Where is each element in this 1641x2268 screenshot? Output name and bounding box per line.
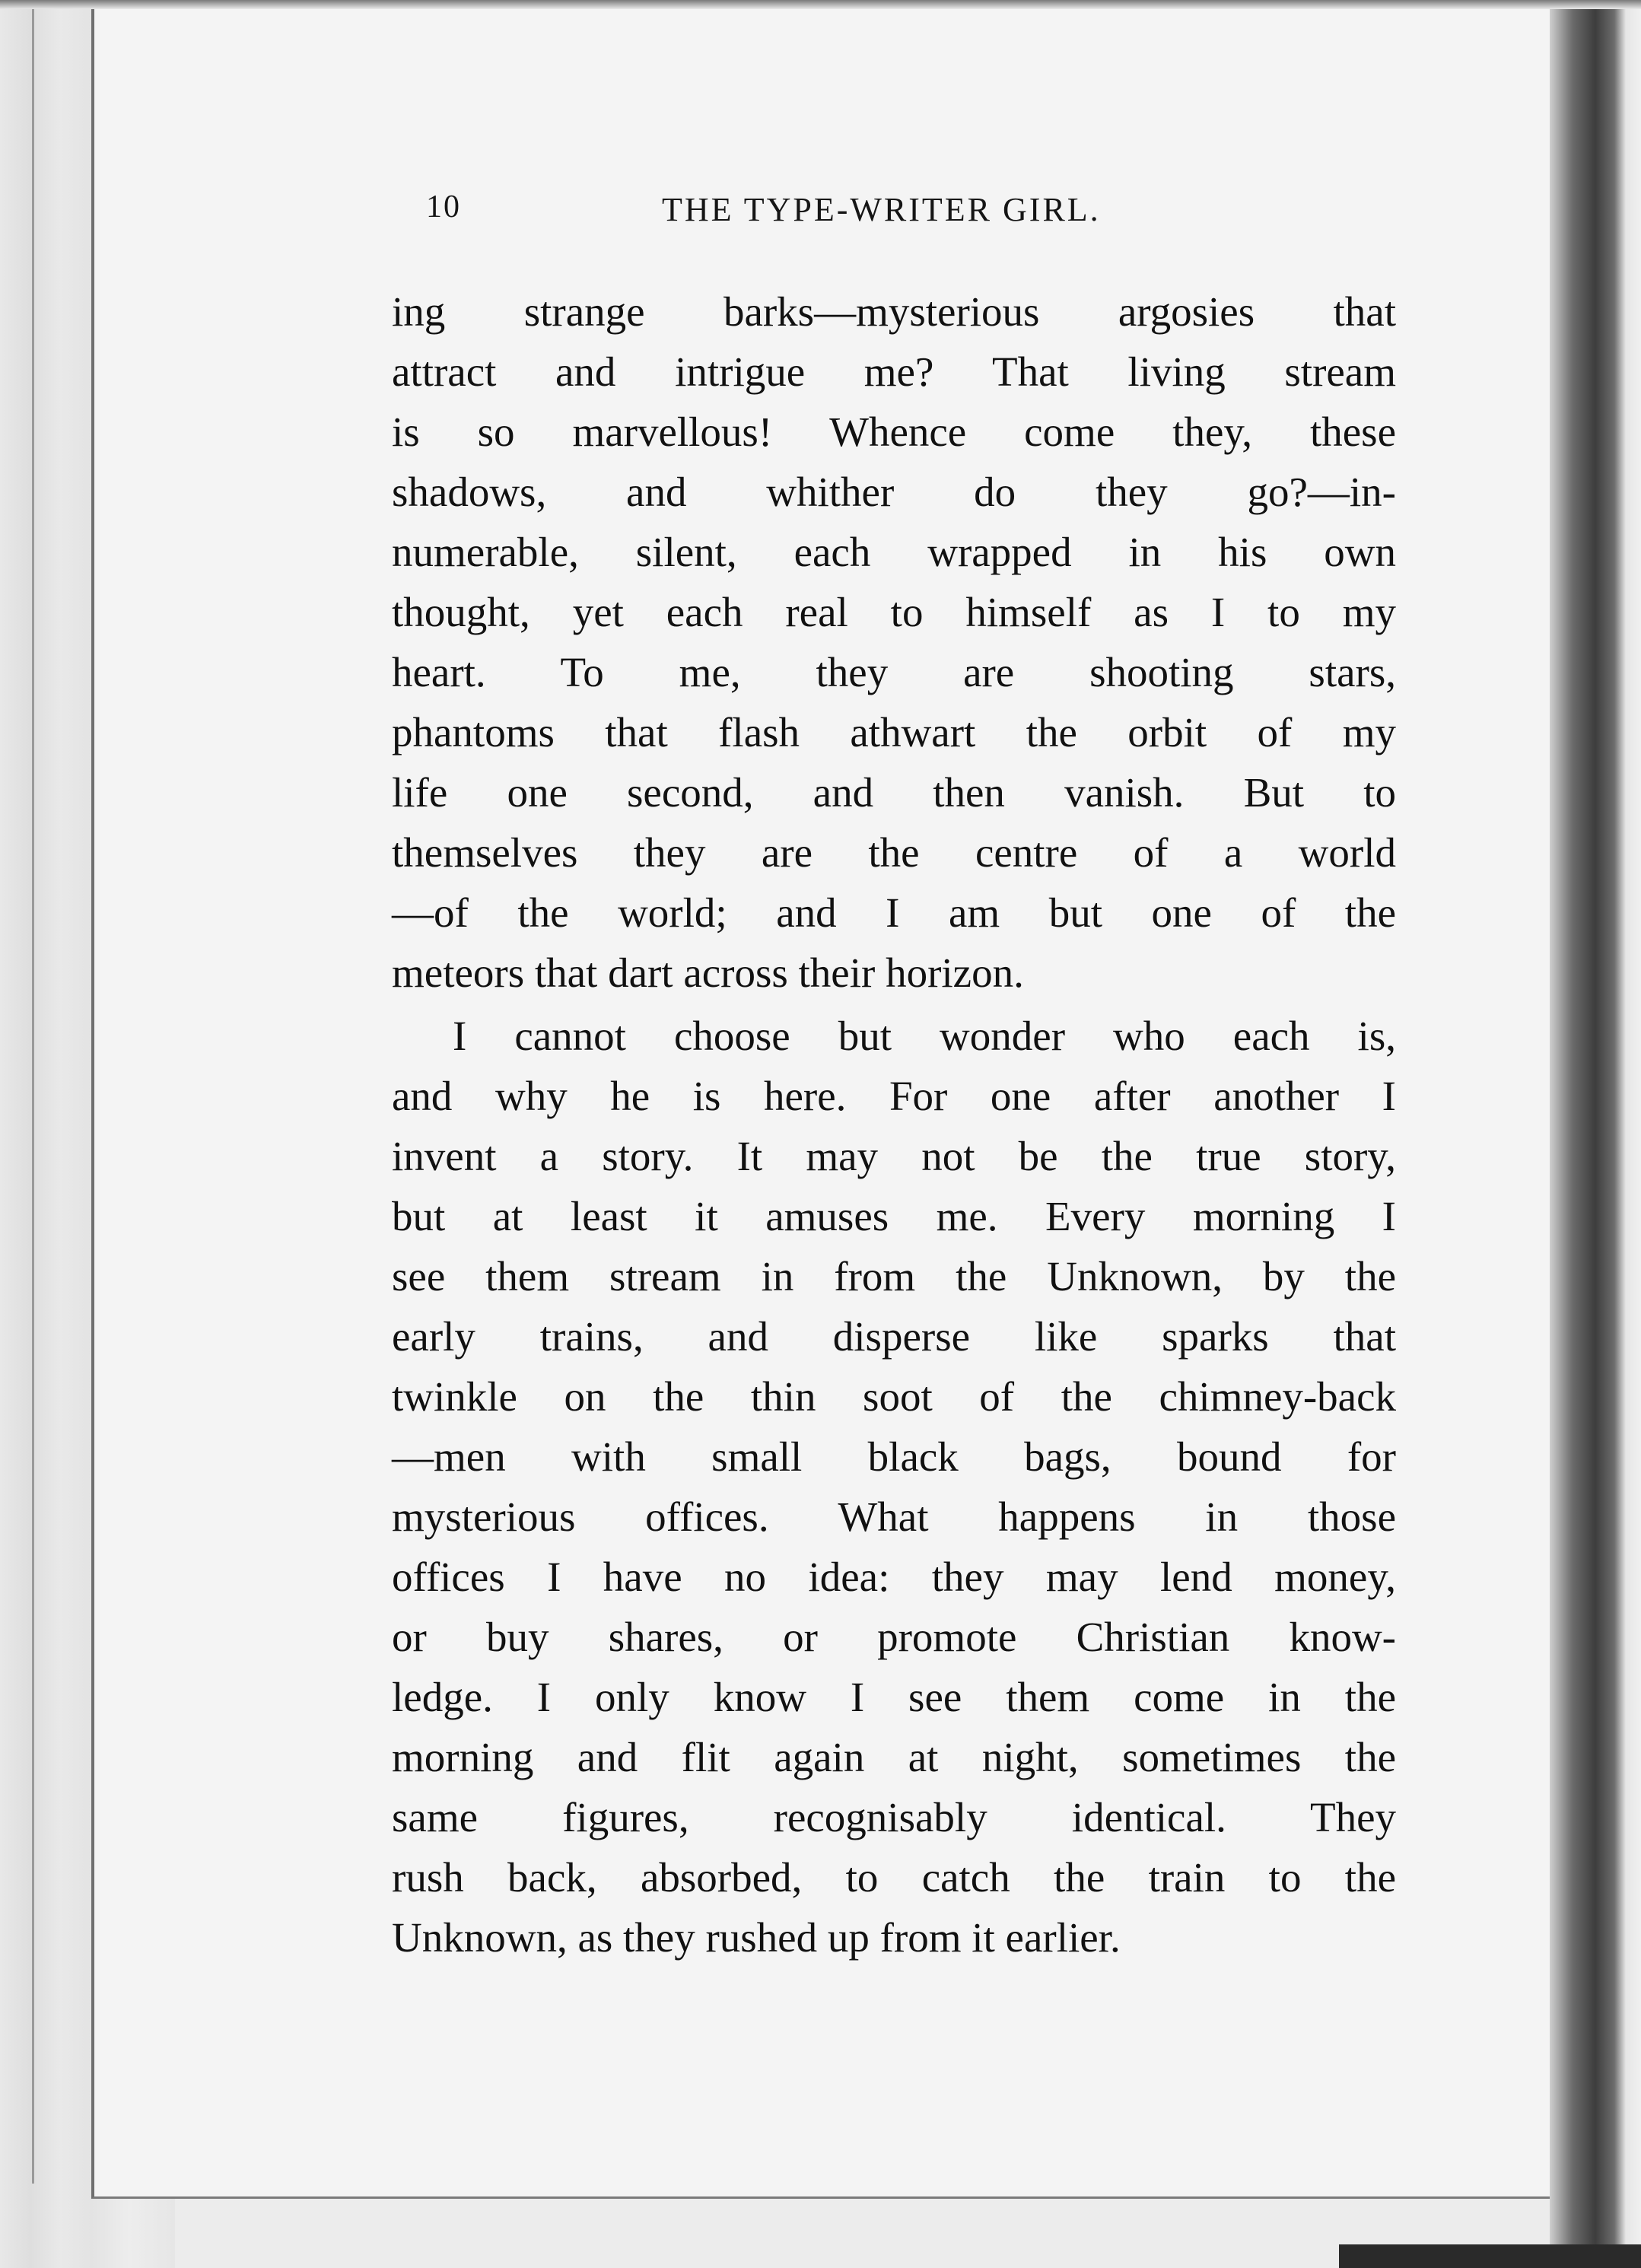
text-line: is so marvellous! Whence come they, these [392, 409, 1396, 455]
text-line: early trains, and disperse like sparks that [392, 1313, 1396, 1360]
spine-shadow [1550, 0, 1641, 2268]
text-line: but at least it amuses me. Every morning I [392, 1193, 1396, 1239]
text-line: —of the world; and I am but one of the [392, 889, 1396, 936]
text-line: heart. To me, they are shooting stars, [392, 649, 1396, 695]
text-line: morning and flit again at night, sometimes the [392, 1734, 1396, 1780]
text-line: thought, yet each real to himself as I to my [392, 589, 1396, 635]
text-line: life one second, and then vanish. But to [392, 769, 1396, 816]
text-line: phantoms that flash athwart the orbit of my [392, 709, 1396, 755]
text-line: meteors that dart across their horizon. [392, 950, 1024, 996]
text-line: mysterious offices. What happens in those [392, 1493, 1396, 1540]
text-line: or buy shares, or promote Christian know- [392, 1614, 1396, 1660]
page-edge-line [32, 0, 34, 2184]
text-line: see them stream in from the Unknown, by the [392, 1253, 1396, 1299]
text-line: same figures, recognisably identical. They [392, 1794, 1396, 1840]
text-line: I cannot choose but wonder who each is, [453, 1013, 1396, 1059]
paragraph [392, 1006, 1396, 1967]
text-line: numerable, silent, each wrapped in his own [392, 529, 1396, 575]
text-line: and why he is here. For one after another I [392, 1073, 1396, 1119]
text-line: shadows, and whither do they go?—in- [392, 469, 1396, 515]
text-line: invent a story. It may not be the true story, [392, 1133, 1396, 1179]
text-line: ing strange barks—mysterious argosies that [392, 288, 1396, 335]
bottom-edge [1339, 2244, 1641, 2268]
text-line: offices I have no idea: they may lend money, [392, 1554, 1396, 1600]
paragraph [392, 282, 1396, 1003]
top-shadow [0, 0, 1641, 9]
text-line: attract and intrigue me? That living stream [392, 348, 1396, 395]
page-number: 10 [426, 189, 461, 224]
text-line: —men with small black bags, bound for [392, 1433, 1396, 1480]
page-header [426, 189, 1225, 242]
text-line: rush back, absorbed, to catch the train to the [392, 1854, 1396, 1901]
text-line: themselves they are the centre of a world [392, 829, 1396, 876]
text-line: ledge. I only know I see them come in the [392, 1674, 1396, 1720]
text-line: Unknown, as they rushed up from it earlier. [392, 1914, 1121, 1961]
body-text [392, 282, 1396, 1967]
text-line: twinkle on the thin soot of the chimney-back [392, 1373, 1396, 1420]
running-title: THE TYPE-WRITER GIRL. [662, 191, 1101, 228]
